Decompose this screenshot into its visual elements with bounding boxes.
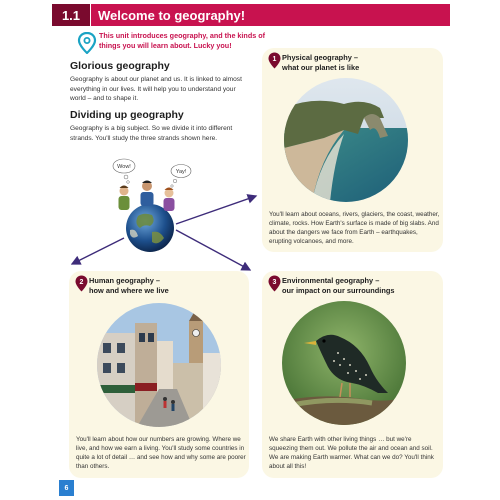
card-title-environmental — [282, 276, 395, 296]
arrow-to-physical — [176, 196, 256, 224]
paragraph-glorious-geography: Geography is about our planet and us. It is linked to almost everything in our lives. It will help you to understand your world – and to shape it. — [70, 76, 242, 103]
unit-number: 1.1 — [52, 4, 90, 26]
card-title-human — [89, 276, 169, 296]
card-text-physical: You'll learn about oceans, rivers, glaciers, the coast, weather, climate, rocks. How Earth's surface is made of big slabs. And about the dangers we face from Earth – earthquakes, erupting volcanoes, and more. — [269, 211, 440, 246]
card-title-physical — [282, 53, 359, 73]
paragraph-dividing-up-geography: Geography is a big subject. So we divide it into different strands. You'll study the three strands shown here. — [70, 125, 233, 142]
card-title-environmental-line1: Environmental geography – — [282, 276, 380, 285]
card-physical-geography — [262, 48, 443, 252]
town-street-photo — [97, 303, 221, 427]
arrow-to-environmental — [176, 230, 250, 270]
card-environmental-geography — [262, 271, 443, 478]
speech-text-left: Wow! — [117, 164, 131, 170]
badge-number-2: 2 — [79, 279, 84, 287]
number-badge-2 — [75, 275, 88, 292]
earth-globe-icon — [126, 204, 174, 252]
child-figure-left — [119, 186, 130, 211]
speech-bubble-right — [171, 165, 191, 188]
badge-number-1: 1 — [272, 56, 277, 64]
heading-glorious-geography: Glorious geography — [70, 60, 170, 72]
card-human-geography — [69, 271, 249, 478]
starling-bird-photo — [282, 301, 406, 425]
page-number: 6 — [59, 480, 74, 496]
badge-number-3: 3 — [272, 279, 277, 287]
card-title-environmental-line2: our impact on our surroundings — [282, 285, 395, 295]
page-title: Welcome to geography! — [91, 4, 450, 26]
three-strands-diagram — [60, 152, 260, 274]
card-title-human-line1: Human geography – — [89, 276, 161, 285]
card-title-physical-line1: Physical geography – — [282, 53, 358, 62]
intro-text: This unit introduces geography, and the kinds of things you will learn about. Lucky you! — [99, 31, 265, 50]
card-text-environmental: We share Earth with other living things … but we're squeezing them out. We pollute the air and ocean and soil. We are making Earth warmer. What can we do? You'll think about all this! — [269, 436, 434, 471]
card-title-physical-line2: what our planet is like — [282, 62, 360, 72]
speech-text-right: Yay! — [175, 169, 187, 175]
child-figure-middle — [141, 181, 154, 207]
location-pin-icon — [77, 32, 97, 54]
speech-bubble-left — [113, 159, 135, 183]
card-title-human-line2: how and where we live — [89, 285, 169, 295]
number-badge-1 — [268, 52, 281, 69]
child-figure-right — [164, 188, 175, 212]
arrow-to-human — [72, 238, 124, 264]
card-text-human: You'll learn about how our numbers are growing. Where we live, and how we earn a living. You'll study some countries in quite a lot of detail … and see how and why some are poorer than others. — [76, 436, 246, 471]
number-badge-3 — [268, 275, 281, 292]
coast-arch-photo — [284, 78, 408, 202]
heading-dividing-up-geography: Dividing up geography — [70, 109, 184, 121]
